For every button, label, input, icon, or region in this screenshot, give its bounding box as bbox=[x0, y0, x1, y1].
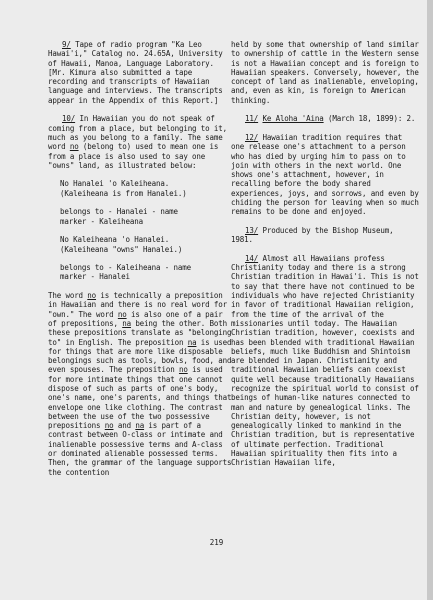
footnote-11-title: Ke Aloha 'Aina bbox=[262, 114, 324, 124]
right-column bbox=[231, 40, 419, 468]
example-2-line-2: marker - Kaleiheana bbox=[60, 216, 143, 226]
footnote-12 bbox=[231, 133, 419, 217]
footnote-12-number: 12/ bbox=[245, 132, 259, 142]
example-3 bbox=[60, 235, 234, 254]
example-1 bbox=[60, 179, 234, 198]
paragraph-prepositions bbox=[48, 291, 234, 477]
example-4 bbox=[60, 263, 234, 282]
page-number: 219 bbox=[209, 538, 224, 547]
footnote-11-number: 11/ bbox=[245, 114, 259, 124]
footnote-13 bbox=[231, 226, 419, 245]
term-na: na bbox=[135, 421, 145, 431]
footnote-10 bbox=[48, 114, 234, 170]
para-text-g: and bbox=[113, 421, 136, 431]
para-text-b: is technically a preposition in Hawaiian and there is no real word for "own." The word bbox=[48, 291, 227, 319]
example-3-line-2: (Kaleiheana "owns" Hanalei.) bbox=[60, 244, 183, 254]
example-2 bbox=[60, 207, 234, 226]
footnote-13-text: Produced by the Bishop Museum, 1981. bbox=[231, 225, 394, 245]
example-4-line-1: belongs to - Kaleiheana - name bbox=[60, 263, 191, 273]
term-no: no bbox=[117, 309, 127, 319]
term-no: no bbox=[104, 421, 114, 431]
footnote-12-text: Hawaiian tradition requires that one release one's attachment to a person who has died by urging him to pass on to join with others in the next world. One shows one's attachment, however, in recalling before the body shared experiences, joys, and sorrows, and even by chiding the person for leaving when so much remains to be done and enjoyed. bbox=[231, 132, 419, 217]
para-text-e: is used for things that are more like disposable belongings such as tools, bowls, food, and even spouses. The preposition bbox=[48, 337, 232, 375]
example-4-line-2: marker - Hanalei bbox=[60, 272, 130, 282]
para-text-c: is also one of a pair of prepositions, bbox=[48, 309, 223, 328]
example-1-line-2: (Kaleiheana is from Hanalei.) bbox=[60, 188, 187, 198]
continued-paragraph: held by some that ownership of land similar to ownership of cattle in the Western sense is not a Hawaiian concept and is foreign to Hawaiian speakers. Conversely, however, the concept of land as inalienable, enveloping, and, even as kin, is foreign to American thinking. bbox=[231, 40, 419, 105]
footnote-10-text-b: (belong to) used to mean one is from a place is also used to say one "owns" land, as illustrated below: bbox=[48, 142, 219, 170]
footnote-10-text-a: In Hawaiian you do not speak of coming from a place, but belonging to it, much as you belong to a family. The same word bbox=[48, 114, 227, 152]
footnote-9 bbox=[48, 40, 234, 105]
term-na: na bbox=[187, 337, 197, 347]
footnote-14-number: 14/ bbox=[245, 253, 259, 263]
term-no: no bbox=[87, 291, 97, 301]
para-text-h: is part of a contrast between O-class or intimate and inalienable possessive terms and A-class or dominated alienable possessed terms. Then, the grammar of the language supports the contention bbox=[48, 421, 232, 477]
example-2-line-1: belongs to - Hanalei - name bbox=[60, 207, 178, 217]
footnote-11-text: (March 18, 1899): 2. bbox=[323, 114, 416, 124]
example-3-line-1: No Kaleiheana 'o Hanalei. bbox=[60, 235, 170, 245]
page-edge-shadow bbox=[427, 0, 433, 600]
term-no: no bbox=[69, 142, 79, 152]
para-text-f: is used for more intimate things that one cannot dispose of such as parts of one's body, one's name, one's parents, and things that envelope one like clothing. The contrast between the use of the two possessive prepositions bbox=[48, 365, 232, 431]
footnote-11 bbox=[231, 114, 419, 123]
para-text-d: being the other. Both these prepositions translate as "belonging to" in English. The preposition bbox=[48, 318, 232, 347]
example-1-line-1: No Hanalei 'o Kaleiheana. bbox=[60, 179, 170, 189]
footnote-14-text: Almost all Hawaiians profess Christianity today and there is a strong Christian tradition in Hawai'i. This is not to say that there have not continued to be individuals who have rejected Christianity in favor of traditional Hawaiian religion, from the time of the arrival of the missionaries until today. The Hawaiian Christian tradition, however, coexists and has been blended with traditional Hawaiian beliefs, much like Buddhism and Shintoism are blended in Japan. Christianity and traditional Hawaiian beliefs can coexist quite well because traditionally Hawaiians recognize the spiritual world to consist of beings of human-like natures connected to man and nature by genealogical links. The Christian deity, however, is not genealogically linked to mankind in the Christian tradition, but is representative of ultimate perfection. Traditional Hawaiian spirituality then fits into a Christian Hawaiian life, bbox=[231, 253, 419, 468]
footnote-10-number: 10/ bbox=[62, 114, 76, 124]
para-text-a: The word bbox=[48, 291, 88, 301]
left-column bbox=[48, 40, 234, 477]
term-na: na bbox=[122, 318, 131, 328]
term-no: no bbox=[178, 365, 188, 375]
footnote-9-text: Tape of radio program "Ka Leo Hawai'i," Catalog no. 24.65A, University of Hawaii, Manoa, Language Laboratory. [Mr. Kimura also submitted a tape recording and transcripts of Hawaiian language and interviews. The transcripts appear in the Appendix of this Report.] bbox=[48, 40, 223, 105]
footnote-14 bbox=[231, 254, 419, 468]
footnote-9-number: 9/ bbox=[62, 40, 71, 49]
footnote-13-number: 13/ bbox=[245, 225, 259, 235]
